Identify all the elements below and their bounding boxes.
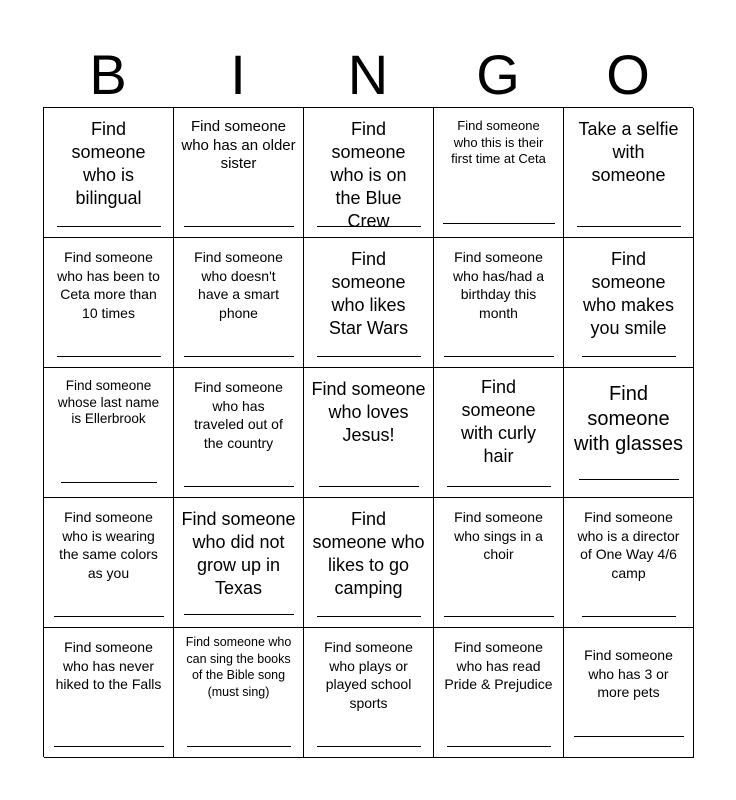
cell-text: Find someone who sings in a choir — [454, 509, 543, 562]
bingo-cell-2-1[interactable] — [44, 238, 174, 368]
signature-line — [444, 356, 554, 357]
signature-line — [574, 736, 684, 737]
bingo-cell-5-5[interactable] — [564, 628, 694, 758]
signature-line — [317, 746, 421, 747]
signature-line — [184, 614, 294, 615]
cell-text: Find someone who doesn't have a smart phone — [194, 249, 283, 321]
cell-text: Find someone who has/had a birthday this month — [452, 249, 545, 321]
signature-line — [61, 482, 157, 483]
bingo-cell-1-2[interactable] — [174, 108, 304, 238]
cell-text: Find someone with glasses — [574, 383, 683, 455]
bingo-cell-3-4[interactable] — [434, 368, 564, 498]
bingo-cell-5-4[interactable] — [434, 628, 564, 758]
bingo-cell-1-1[interactable] — [44, 108, 174, 238]
bingo-cell-3-5[interactable] — [564, 368, 694, 498]
cell-text: Find someone who is on the Blue Crew — [330, 119, 407, 231]
bingo-cell-4-3[interactable] — [304, 498, 434, 628]
cell-text: Find someone who has read Pride & Prejudice — [444, 639, 553, 692]
cell-text: Find someone who has been to Ceta more than 10 times — [57, 249, 160, 321]
signature-line — [54, 616, 164, 617]
cell-text: Find someone who makes you smile — [582, 249, 675, 338]
cell-text: Find someone who has 3 or more pets — [584, 647, 673, 700]
cell-text: Find someone who has traveled out of the country — [194, 379, 283, 451]
signature-line — [184, 486, 294, 487]
signature-line — [579, 479, 679, 480]
signature-line — [57, 226, 161, 227]
signature-line — [582, 616, 676, 617]
cell-text: Find someone who has never hiked to the Falls — [55, 639, 162, 692]
signature-line — [184, 356, 294, 357]
bingo-cell-4-1[interactable] — [44, 498, 174, 628]
signature-line — [447, 746, 551, 747]
signature-line — [57, 356, 161, 357]
bingo-cell-1-5[interactable] — [564, 108, 694, 238]
signature-line — [444, 616, 554, 617]
header-letter-n: N — [347, 43, 389, 106]
signature-line — [577, 226, 681, 227]
cell-text: Find someone with curly hair — [460, 377, 536, 466]
bingo-cell-4-5[interactable] — [564, 498, 694, 628]
signature-line — [319, 486, 419, 487]
header-letter-b: B — [89, 43, 127, 106]
bingo-cell-3-2[interactable] — [174, 368, 304, 498]
cell-text: Find someone who has an older sister — [181, 118, 296, 172]
bingo-cell-2-3[interactable] — [304, 238, 434, 368]
bingo-cell-2-2[interactable] — [174, 238, 304, 368]
signature-line — [187, 746, 291, 747]
cell-text: Take a selfie with someone — [578, 119, 679, 185]
cell-text: Find someone who is wearing the same colors as you — [59, 509, 158, 581]
cell-text: Find someone who did not grow up in Texas — [181, 509, 296, 598]
cell-text: Find someone who likes to go camping — [312, 509, 425, 598]
bingo-cell-5-1[interactable] — [44, 628, 174, 758]
cell-text: Find someone who plays or played school sports — [324, 639, 413, 711]
bingo-board — [43, 107, 693, 757]
signature-line — [184, 226, 294, 227]
bingo-header — [43, 44, 693, 106]
signature-line — [317, 616, 421, 617]
cell-text: Find someone who loves Jesus! — [311, 379, 426, 445]
signature-line — [317, 226, 421, 227]
signature-line — [582, 356, 676, 357]
header-letter-o: O — [606, 43, 650, 106]
signature-line — [54, 746, 164, 747]
bingo-cell-1-3[interactable] — [304, 108, 434, 238]
cell-text: Find someone who is a director of One Way 4/6 camp — [577, 509, 680, 581]
bingo-cell-3-3[interactable] — [304, 368, 434, 498]
bingo-cell-2-5[interactable] — [564, 238, 694, 368]
bingo-cell-5-2[interactable] — [174, 628, 304, 758]
signature-line — [317, 356, 421, 357]
bingo-cell-1-4[interactable] — [434, 108, 564, 238]
signature-line — [443, 223, 555, 224]
cell-text: Find someone who can sing the books of the Bible song (must sing) — [185, 635, 292, 699]
bingo-cell-5-3[interactable] — [304, 628, 434, 758]
bingo-cell-4-4[interactable] — [434, 498, 564, 628]
header-letter-g: G — [476, 43, 520, 106]
cell-text: Find someone who likes Star Wars — [328, 249, 409, 338]
cell-text: Find someone who is bilingual — [71, 119, 146, 208]
signature-line — [447, 486, 551, 487]
cell-text: Find someone whose last name is Ellerbrook — [57, 378, 160, 426]
bingo-cell-2-4[interactable] — [434, 238, 564, 368]
header-letter-i: I — [230, 43, 246, 106]
bingo-cell-3-1[interactable] — [44, 368, 174, 498]
cell-text: Find someone who this is their first time at Ceta — [451, 118, 546, 166]
bingo-cell-4-2[interactable] — [174, 498, 304, 628]
